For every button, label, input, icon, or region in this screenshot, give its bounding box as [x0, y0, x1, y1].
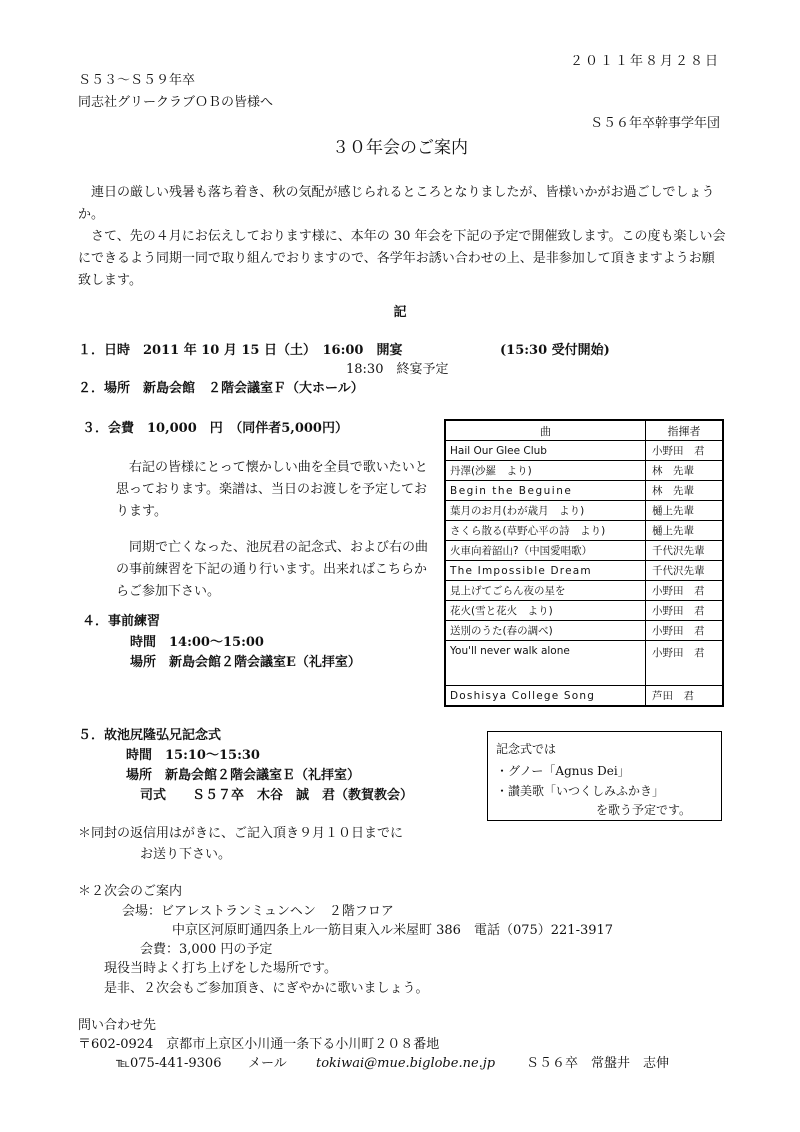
songs-paragraph: 右記の皆様にとって懐かしい曲を全員で歌いたいと思っております。楽譜は、当日のお渡しを予定しております。	[116, 460, 428, 519]
contact-address: 〒602-0924 京都市上京区小川通一条下る小川町２０８番地	[78, 1037, 440, 1052]
song-title: Begin the Beguine	[445, 481, 646, 501]
conductor-name: 千代沢先輩	[646, 561, 724, 581]
conductor-name: 小野田 君	[646, 641, 724, 686]
song-title: You'll never walk alone	[445, 641, 646, 686]
memorial-time: 時間 15:10～15:30	[126, 748, 260, 763]
contact-mail-label: メール	[248, 1056, 287, 1071]
song-title: さくら散る(草野心平の詩 より)	[445, 521, 646, 541]
memorial-note-box	[487, 731, 722, 821]
conductor-name: 小野田 君	[646, 441, 724, 461]
practice-place: 場所 新島会館２階会議室E（礼拝室）	[130, 655, 361, 670]
contact-email-link[interactable]: tokiwai@mue.biglobe.ne.jp	[316, 1056, 496, 1071]
letter-date: ２０１１年８月２８日	[569, 54, 720, 69]
contact-heading: 問い合わせ先	[78, 1018, 157, 1033]
table-row	[445, 521, 723, 541]
song-title: Hail Our Glee Club	[445, 441, 646, 461]
songs-table	[444, 419, 724, 707]
afterparty-note: 現役当時よく打ち上げをした場所です。	[104, 961, 337, 976]
conductor-name: 樋上先輩	[646, 501, 724, 521]
song-column-header: 曲	[445, 420, 646, 441]
conductor-name: 小野田 君	[646, 581, 724, 601]
conductor-name: 芦田 君	[646, 686, 724, 707]
table-row	[445, 501, 723, 521]
recipient-group: 同志社グリークラブＯＢの皆様へ	[78, 95, 274, 110]
table-row	[445, 561, 723, 581]
intro-paragraph-1: 連日の厳しい残暑も落ち着き、秋の気配が感じられるところとなりましたが、皆様いかがお過ごしでしょうか。	[78, 185, 715, 222]
practice-heading: ４．事前練習	[82, 614, 161, 629]
item-end-time: 18:30 終宴予定	[346, 362, 449, 377]
song-title: Doshisya College Song	[445, 686, 646, 707]
item-place: ２．場所 新島会館 ２階会議室Ｆ（大ホール）	[78, 381, 364, 396]
reply-note-cont: お送り下さい。	[140, 847, 232, 862]
song-title: 葉月のお月(わが歳月 より)	[445, 501, 646, 521]
song-title: 見上げてごらん夜の星を	[445, 581, 646, 601]
conductor-name: 千代沢先輩	[646, 541, 724, 561]
conductor-name: 樋上先輩	[646, 521, 724, 541]
memorial-heading: ５．故池尻隆弘兄記念式	[78, 728, 222, 743]
memorial-place: 場所 新島会館２階会議室Ｅ（礼拝室）	[126, 768, 361, 783]
table-row	[445, 541, 723, 561]
song-title: The Impossible Dream	[445, 561, 646, 581]
sender: Ｓ５６年卒幹事学年団	[589, 116, 720, 131]
conductor-name: 林 先輩	[646, 481, 724, 501]
table-row	[445, 601, 723, 621]
item-fee: ３．会費 10,000 円 （同伴者5,000円）	[82, 421, 348, 436]
conductor-name: 小野田 君	[646, 601, 724, 621]
practice-time: 時間 14:00～15:00	[130, 635, 264, 650]
memo-line: 記念式では	[496, 742, 557, 756]
conductor-name: 小野田 君	[646, 621, 724, 641]
song-title: 送別のうた(春の調べ)	[445, 621, 646, 641]
afterparty-note: 是非、２次会もご参加頂き、にぎやかに歌いましょう。	[104, 981, 429, 996]
song-title: 丹澤(沙羅 より)	[445, 461, 646, 481]
recipient-years: Ｓ５３～Ｓ５９年卒	[78, 73, 196, 88]
conductor-name: 林 先輩	[646, 461, 724, 481]
contact-tel: ℡075-441-9306	[116, 1056, 222, 1071]
afterparty-fee: 会費：3,000 円の予定	[140, 942, 273, 957]
ki-heading: 記	[393, 305, 407, 320]
afterparty-address: 中京区河原町通四条上ル一筋目東入ル米屋町 386 電話（075）221-3917	[172, 923, 614, 938]
memo-line: ・グノー「Agnus Dei」	[496, 764, 630, 778]
intro-paragraph-2: さて、先の４月にお伝えしております様に、本年の 30 年会を下記の予定で開催致します。この度も楽しい会にできるよう同期一同で取り組んでおりますので、各学年お誘い合わせの上、是非参加して頂きますようお願致します。	[78, 229, 726, 288]
table-row	[445, 686, 723, 707]
table-row	[445, 641, 723, 686]
afterparty-heading: ＊２次会のご案内	[78, 884, 183, 899]
reply-note: ＊同封の返信用はがきに、ご記入頂き９月１０日までに	[78, 826, 404, 841]
song-title: 花火(雪と花火 より)	[445, 601, 646, 621]
afterparty-venue: 会場：ビアレストランミュンヘン ２階フロア	[122, 904, 394, 919]
table-row	[445, 621, 723, 641]
song-title: 火車向着韶山?（中国愛唱歌）	[445, 541, 646, 561]
memo-line: ・讃美歌「いつくしみふかき」	[496, 784, 665, 798]
table-row	[445, 581, 723, 601]
memo-line: を歌う予定です。	[596, 803, 692, 817]
table-header-row	[445, 420, 723, 441]
page-title: ３０年会のご案内	[332, 138, 468, 158]
table-row	[445, 461, 723, 481]
conductor-column-header: 指揮者	[646, 420, 724, 441]
memorial-paragraph: 同期で亡くなった、池尻君の記念式、および右の曲の事前練習を下記の通り行います。出来ればこちらからご参加下さい。	[116, 540, 429, 599]
memorial-officiant: 司式 Ｓ５７卒 木谷 誠 君（教賀教会）	[140, 788, 414, 803]
contact-name: Ｓ５６卒 常盤井 志伸	[526, 1056, 670, 1071]
table-row	[445, 481, 723, 501]
item-reception-time: (15:30 受付開始)	[500, 343, 610, 358]
item-date: １．日時 2011 年 10 月 15 日（土） 16:00 開宴	[78, 343, 403, 358]
table-row	[445, 441, 723, 461]
